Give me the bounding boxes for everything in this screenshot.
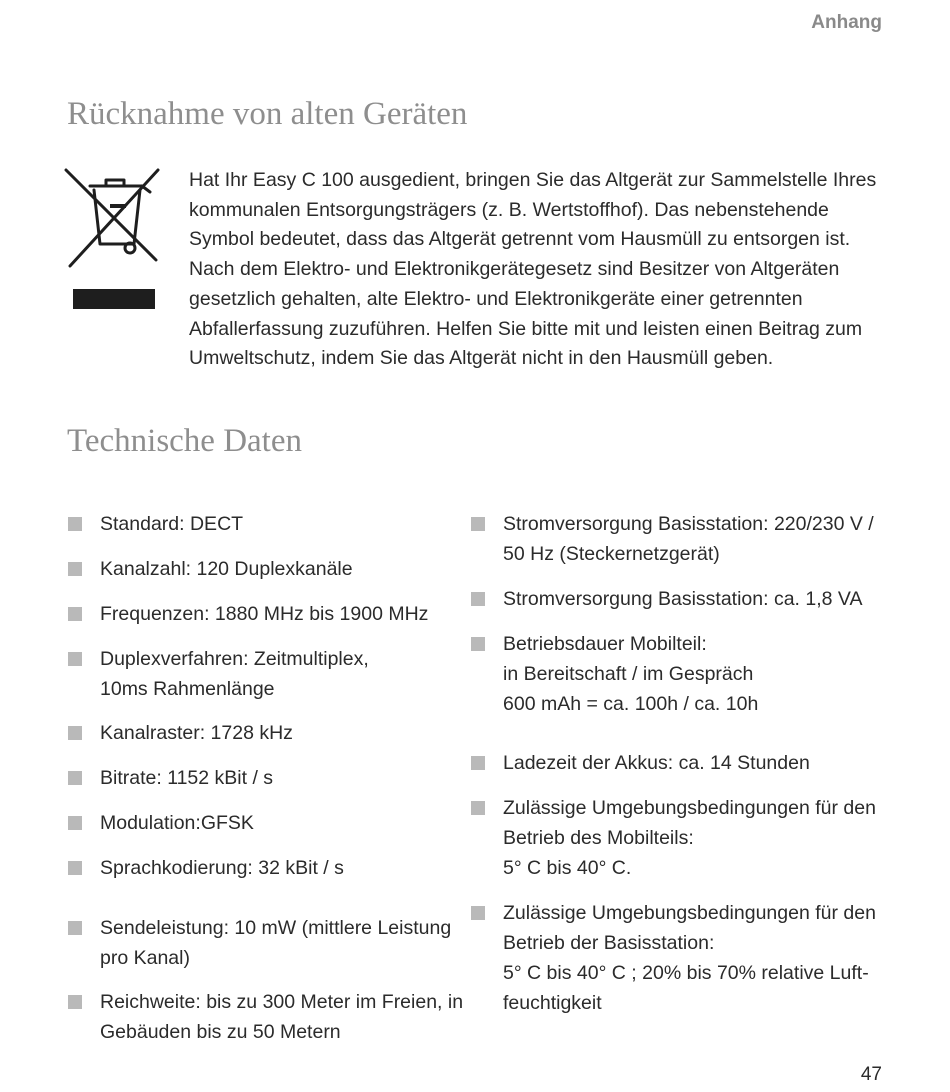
bullet-square <box>471 801 485 815</box>
spec-item <box>68 599 428 629</box>
bullet-square <box>471 592 485 606</box>
spec-item <box>68 913 451 973</box>
spec-item <box>68 509 243 539</box>
bullet-square <box>68 562 82 576</box>
running-header: Anhang <box>811 12 882 33</box>
spec-text: Kanalraster: 1728 kHz <box>100 722 293 744</box>
spec-text: Standard: DECT <box>100 513 244 535</box>
spec-item <box>471 793 876 883</box>
bullet-square <box>68 726 82 740</box>
spec-item <box>471 584 862 614</box>
spec-text: Zulässige Umgebungsbedingungen für den Betrieb des Mobilteils: 5° C bis 40° C. <box>503 797 876 879</box>
spec-text: Modulation:GFSK <box>100 812 254 834</box>
spec-text: Stromversorgung Basisstation: 220/230 V / 50 Hz (Steckernetzgerät) <box>503 513 874 565</box>
specs-title: Technische Daten <box>67 423 302 459</box>
spec-text: Bitrate: 1152 kBit / s <box>100 767 274 789</box>
spec-item <box>68 853 344 883</box>
crossed-out-wheelie-bin-icon <box>60 162 164 312</box>
page-number: 47 <box>860 1064 882 1085</box>
bullet-square <box>471 906 485 920</box>
spec-text: Betriebsdauer Mobilteil: in Bereitschaft / im Gespräch 600 mAh = ca. 100h / ca. 10h <box>503 633 759 715</box>
bullet-square <box>471 756 485 770</box>
bullet-square <box>68 921 82 935</box>
spec-item <box>471 748 810 778</box>
spec-text: Frequenzen: 1880 MHz bis 1900 MHz <box>100 603 429 625</box>
bullet-square <box>471 637 485 651</box>
bullet-square <box>68 517 82 531</box>
spec-item <box>471 898 876 1018</box>
spec-text: Ladezeit der Akkus: ca. 14 Stunden <box>503 752 810 774</box>
spec-text: Zulässige Umgebungsbedingungen für den Betrieb der Basisstation: 5° C bis 40° C ; 20% bis 70% relative Luft- feuchtigkeit <box>503 902 876 1014</box>
bullet-square <box>68 861 82 875</box>
bullet-square <box>68 771 82 785</box>
spec-text: Stromversorgung Basisstation: ca. 1,8 VA <box>503 588 863 610</box>
bullet-square <box>68 607 82 621</box>
spec-item <box>471 509 874 569</box>
bullet-square <box>68 652 82 666</box>
spec-item <box>68 987 463 1047</box>
disposal-title: Rücknahme von alten Geräten <box>67 96 468 132</box>
spec-text: Reichweite: bis zu 300 Meter im Freien, in Gebäuden bis zu 50 Metern <box>100 991 464 1043</box>
spec-item <box>68 763 273 793</box>
bullet-square <box>68 995 82 1009</box>
spec-text: Sprachkodierung: 32 kBit / s <box>100 857 344 879</box>
spec-text: Sendeleistung: 10 mW (mittlere Leistung pro Kanal) <box>100 917 452 969</box>
bullet-square <box>471 517 485 531</box>
spec-item <box>471 629 758 719</box>
spec-text: Duplexverfahren: Zeitmultiplex, 10ms Rahmenlänge <box>100 648 369 700</box>
spec-text: Kanalzahl: 120 Duplexkanäle <box>100 558 353 580</box>
disposal-paragraph: Hat Ihr Easy C 100 ausgedient, bringen Sie das Altgerät zur Sammelstelle Ihres kommunalen Entsorgungsträgers (z. B. Wertstoffhof). Das nebenstehende Symbol bedeutet, dass das Altgerät getrennt vom Hausmüll zu entsorgen ist. Nach dem Elektro- und Elektronikgerätegesetz sind Besitzer von Altgeräten gesetzlich gehalten, alte Elektro- und Elektronikgeräte einer getrennten Abfallerfassung zuzuführen. Helfen Sie bitte mit und leisten einen Beitrag zum Umweltschutz, indem Sie das Altgerät nicht in den Hausmüll geben. <box>189 169 877 370</box>
spec-item <box>68 644 369 704</box>
spec-item <box>68 718 293 748</box>
bullet-square <box>68 816 82 830</box>
spec-item <box>68 554 353 584</box>
spec-item <box>68 808 254 838</box>
